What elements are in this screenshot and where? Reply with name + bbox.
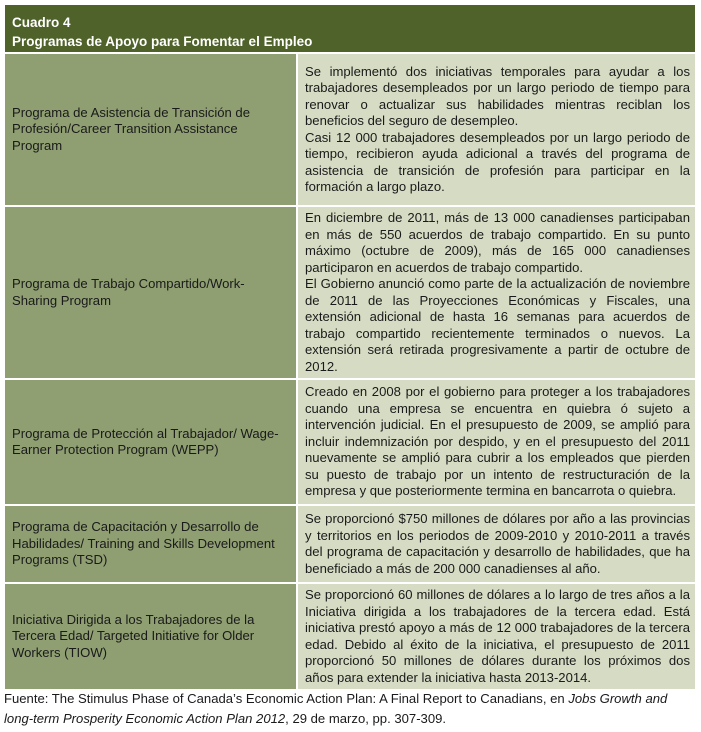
table-row — [5, 54, 695, 206]
table-row — [5, 206, 695, 379]
description-paragraph: En diciembre de 2011, más de 13 000 canadienses participaban en más de 550 acuerdos de trabajo compartido. En su punto máximo (octubre de 2009), más de 165 000 canadienses participaron en acuerdos de trabajo compartido. — [305, 210, 690, 275]
program-name: Programa de Trabajo Compartido/Work-Sharing Program — [5, 206, 297, 379]
description-paragraph: Se proporcionó $750 millones de dólares por año a las provincias y territorios en los periodos de 2009-2010 y 2010-2011 a través del programa de capacitación y desarrollo de habilidades, que ha beneficiado a más de 200 000 canadienses al año. — [305, 511, 690, 576]
program-description — [297, 379, 695, 505]
source-suffix: , 29 de marzo, pp. 307-309. — [285, 711, 447, 726]
programs-table — [5, 54, 695, 689]
table-header — [5, 5, 695, 54]
description-paragraph: Se implementó dos iniciativas temporales para ayudar a los trabajadores desempleados por un largo periodo de tiempo para renovar o actualizar sus habilidades mientras reciblan los beneficios del seguro de desempleo. — [305, 63, 690, 128]
program-name: Programa de Capacitación y Desarrollo de Habilidades/ Training and Skills Development Programs (TSD) — [5, 505, 297, 583]
source-publication: Jobs Growth and long-term Prosperity Economic Action Plan 2012 — [4, 691, 668, 726]
table-title: Programas de Apoyo para Fomentar el Empleo — [12, 34, 313, 49]
program-name: Programa de Protección al Trabajador/ Wage-Earner Protection Program (WEPP) — [5, 379, 297, 505]
program-name: Programa de Asistencia de Transición de Profesión/Career Transition Assistance Program — [5, 54, 297, 206]
program-description — [297, 583, 695, 689]
program-description — [297, 206, 695, 379]
table-row — [5, 583, 695, 689]
description-paragraph: Casi 12 000 trabajadores desempleados por un largo periodo de tiempo, recibieron ayuda adicional a través del programa de asistencia de transición de profesión para participar en la formación a largo plazo. — [305, 129, 690, 194]
program-description — [297, 54, 695, 206]
source-note — [4, 689, 698, 729]
source-prefix: Fuente: The Stimulus Phase of Canada’s Economic Action Plan: A Final Report to Canadians, en — [4, 691, 569, 706]
table-box — [5, 5, 695, 689]
description-paragraph: Creado en 2008 por el gobierno para proteger a los trabajadores cuando una empresa se encuentra en quiebra ó sujeto a intervención judicial. En el presupuesto de 2009, se amplió para incluir indemnización por despido, y en el presupuesto del 2011 nuevamente se amplió para cubrir a los empleados que pierden su puesto de trabajo por un intento de restructuración de la empresa y que posteriormente termina en bancarrota o quiebra. — [305, 384, 690, 499]
description-paragraph: Se proporcionó 60 millones de dólares a lo largo de tres años a la Iniciativa dirigida a los trabajadores de la tercera edad. Está iniciativa prestó apoyo a más de 12 000 trabajadores de la tercera edad. Debido al éxito de la iniciativa, el presupuesto de 2011 proporcionó 50 millones de dólares durante los próximos dos años para extender la iniciativa hasta 2013-2014. — [305, 587, 690, 685]
description-paragraph: El Gobierno anunció como parte de la actualización de noviembre de 2011 de las Proyecciones Económicas y Fiscales, una extensión adicional de hasta 16 semanas para acuerdos de trabajo compartido recientemente terminados o nuevos. La extensión será retirada progresivamente a partir de octubre de 2012. — [305, 276, 690, 374]
program-name: Iniciativa Dirigida a los Trabajadores de la Tercera Edad/ Targeted Initiative for Older Workers (TIOW) — [5, 583, 297, 689]
table-row — [5, 505, 695, 583]
table-number: Cuadro 4 — [12, 15, 71, 30]
program-description — [297, 505, 695, 583]
table-row — [5, 379, 695, 505]
